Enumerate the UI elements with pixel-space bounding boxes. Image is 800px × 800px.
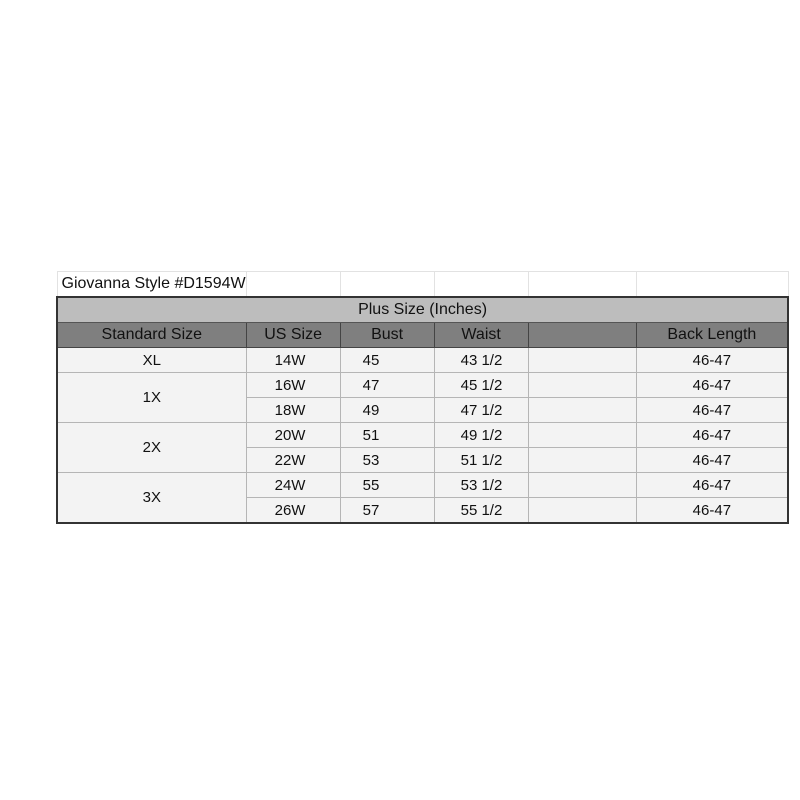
empty-cell: [434, 272, 528, 298]
header-standard-size: Standard Size: [57, 323, 246, 348]
table-row: [57, 423, 788, 448]
empty-cell: [528, 272, 636, 298]
back-length-cell: 46-47: [636, 398, 788, 423]
header-back-length: Back Length: [636, 323, 788, 348]
us-size-cell: 26W: [246, 498, 340, 524]
back-length-cell: 46-47: [636, 473, 788, 498]
bust-cell: 51: [340, 423, 434, 448]
blank-cell: [528, 473, 636, 498]
us-size-cell: 14W: [246, 348, 340, 373]
back-length-cell: 46-47: [636, 448, 788, 473]
us-size-cell: 22W: [246, 448, 340, 473]
header-blank: [528, 323, 636, 348]
empty-cell: [636, 272, 788, 298]
plus-size-band-title: Plus Size (Inches): [57, 297, 788, 323]
bust-cell: 53: [340, 448, 434, 473]
blank-cell: [528, 498, 636, 524]
size-chart-sheet: [56, 271, 789, 524]
back-length-cell: 46-47: [636, 423, 788, 448]
table-row: [57, 348, 788, 373]
bust-cell: 49: [340, 398, 434, 423]
title-row: [57, 272, 788, 298]
back-length-cell: 46-47: [636, 498, 788, 524]
back-length-cell: 46-47: [636, 373, 788, 398]
empty-cell: [340, 272, 434, 298]
standard-size-cell: 1X: [57, 373, 246, 423]
header-row: [57, 323, 788, 348]
standard-size-cell: 2X: [57, 423, 246, 473]
bust-cell: 45: [340, 348, 434, 373]
waist-cell: 55 1/2: [434, 498, 528, 524]
table-row: [57, 373, 788, 398]
blank-cell: [528, 373, 636, 398]
waist-cell: 43 1/2: [434, 348, 528, 373]
blank-cell: [528, 398, 636, 423]
header-waist: Waist: [434, 323, 528, 348]
us-size-cell: 24W: [246, 473, 340, 498]
bust-cell: 47: [340, 373, 434, 398]
waist-cell: 45 1/2: [434, 373, 528, 398]
blank-cell: [528, 448, 636, 473]
us-size-cell: 18W: [246, 398, 340, 423]
band-row: [57, 297, 788, 323]
waist-cell: 49 1/2: [434, 423, 528, 448]
size-chart-table: [56, 271, 789, 524]
us-size-cell: 20W: [246, 423, 340, 448]
waist-cell: 53 1/2: [434, 473, 528, 498]
blank-cell: [528, 348, 636, 373]
waist-cell: 47 1/2: [434, 398, 528, 423]
bust-cell: 55: [340, 473, 434, 498]
blank-cell: [528, 423, 636, 448]
table-row: [57, 473, 788, 498]
bust-cell: 57: [340, 498, 434, 524]
standard-size-cell: 3X: [57, 473, 246, 524]
header-us-size: US Size: [246, 323, 340, 348]
back-length-cell: 46-47: [636, 348, 788, 373]
empty-cell: [246, 272, 340, 298]
waist-cell: 51 1/2: [434, 448, 528, 473]
style-title: Giovanna Style #D1594W: [57, 272, 246, 298]
us-size-cell: 16W: [246, 373, 340, 398]
header-bust: Bust: [340, 323, 434, 348]
standard-size-cell: XL: [57, 348, 246, 373]
